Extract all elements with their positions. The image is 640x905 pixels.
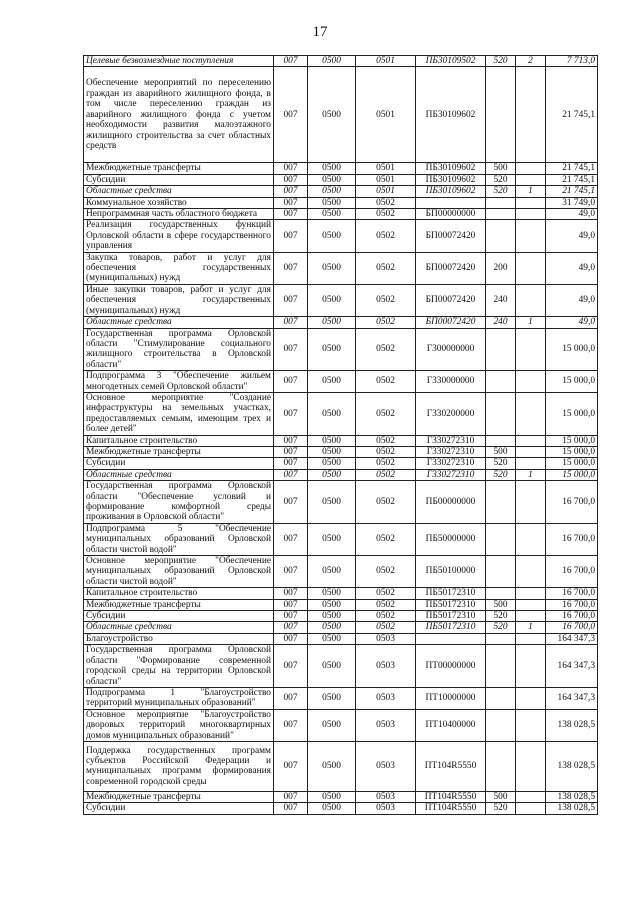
row-pr: 0502 xyxy=(356,252,416,284)
row-k xyxy=(516,791,546,802)
page-number: 17 xyxy=(312,24,328,40)
row-ved: 007 xyxy=(274,523,308,555)
row-sum: 164 347,3 xyxy=(546,645,598,688)
row-name: Субсидии xyxy=(84,174,274,185)
row-ved: 007 xyxy=(274,67,308,163)
row-rz: 0500 xyxy=(308,284,356,316)
row-ved: 007 xyxy=(274,317,308,328)
table-row xyxy=(84,556,598,588)
row-name: Межбюджетные трансферты xyxy=(84,446,274,457)
table-row xyxy=(84,599,598,610)
row-ved: 007 xyxy=(274,328,308,371)
row-k xyxy=(516,687,546,709)
row-pr: 0502 xyxy=(356,371,416,393)
row-name: Межбюджетные трансферты xyxy=(84,163,274,174)
row-pr: 0502 xyxy=(356,611,416,622)
row-rz: 0500 xyxy=(308,523,356,555)
row-sum: 15 000,0 xyxy=(546,328,598,371)
row-rz: 0500 xyxy=(308,252,356,284)
row-pr: 0502 xyxy=(356,599,416,610)
row-name: Капитальное строительство xyxy=(84,435,274,446)
row-csr: Г330272310 xyxy=(416,435,486,446)
row-csr: Г330272310 xyxy=(416,458,486,469)
row-sum: 16 700,0 xyxy=(546,622,598,633)
row-sum: 164 347,3 xyxy=(546,633,598,644)
table-row xyxy=(84,803,598,814)
table-row xyxy=(84,523,598,555)
table-row xyxy=(84,446,598,457)
row-ved: 007 xyxy=(274,163,308,174)
row-k: 1 xyxy=(516,622,546,633)
table-row xyxy=(84,645,598,688)
row-rz: 0500 xyxy=(308,599,356,610)
row-vr: 520 xyxy=(486,622,516,633)
row-pr: 0501 xyxy=(356,174,416,185)
row-vr xyxy=(486,633,516,644)
row-k xyxy=(516,284,546,316)
row-name: Непрограммная часть областного бюджета xyxy=(84,209,274,220)
row-vr: 500 xyxy=(486,599,516,610)
row-ved: 007 xyxy=(274,174,308,185)
row-name: Областные средства xyxy=(84,186,274,197)
row-rz: 0500 xyxy=(308,469,356,480)
row-ved: 007 xyxy=(274,469,308,480)
row-rz: 0500 xyxy=(308,186,356,197)
row-ved: 007 xyxy=(274,588,308,599)
row-vr: 240 xyxy=(486,284,516,316)
row-rz: 0500 xyxy=(308,633,356,644)
table-row xyxy=(84,284,598,316)
row-name: Подпрограмма 5 "Обеспечение муниципальных образований Орловской области чистой водой" xyxy=(84,523,274,555)
row-pr: 0502 xyxy=(356,197,416,208)
row-rz: 0500 xyxy=(308,67,356,163)
row-name: Иные закупки товаров, работ и услуг для обеспечения государственных (муниципальных) нужд xyxy=(84,284,274,316)
row-k xyxy=(516,633,546,644)
row-csr: ПБ30109502 xyxy=(416,56,486,67)
row-rz: 0500 xyxy=(308,803,356,814)
table-row xyxy=(84,611,598,622)
row-rz: 0500 xyxy=(308,645,356,688)
row-pr: 0501 xyxy=(356,56,416,67)
row-k xyxy=(516,523,546,555)
row-vr: 200 xyxy=(486,252,516,284)
row-csr: ПБ30109602 xyxy=(416,163,486,174)
row-ved: 007 xyxy=(274,446,308,457)
row-pr: 0502 xyxy=(356,328,416,371)
table-row xyxy=(84,633,598,644)
row-ved: 007 xyxy=(274,741,308,791)
row-csr: Г330000000 xyxy=(416,371,486,393)
row-sum: 15 000,0 xyxy=(546,371,598,393)
row-pr: 0502 xyxy=(356,220,416,252)
row-pr: 0502 xyxy=(356,588,416,599)
row-pr: 0502 xyxy=(356,523,416,555)
row-vr xyxy=(486,481,516,524)
row-rz: 0500 xyxy=(308,209,356,220)
row-csr xyxy=(416,197,486,208)
row-ved: 007 xyxy=(274,371,308,393)
row-csr: БП00072420 xyxy=(416,284,486,316)
row-ved: 007 xyxy=(274,220,308,252)
row-name: Реализация государственных функций Орловской области в сфере государственного управления xyxy=(84,220,274,252)
row-k xyxy=(516,458,546,469)
row-vr: 500 xyxy=(486,791,516,802)
row-k xyxy=(516,741,546,791)
row-k: 2 xyxy=(516,56,546,67)
row-rz: 0500 xyxy=(308,392,356,435)
row-csr: ПБ30109602 xyxy=(416,174,486,185)
row-name: Основное мероприятие "Создание инфраструктуры на земельных участках, предоставляемых семьям, имеющим трех и более детей" xyxy=(84,392,274,435)
row-pr: 0502 xyxy=(356,458,416,469)
row-pr: 0502 xyxy=(356,209,416,220)
row-pr: 0503 xyxy=(356,645,416,688)
row-pr: 0502 xyxy=(356,446,416,457)
row-k: 1 xyxy=(516,317,546,328)
row-pr: 0502 xyxy=(356,284,416,316)
row-name: Государственная программа Орловской области "Формирование современной городской среды на территории Орловской области" xyxy=(84,645,274,688)
row-vr: 520 xyxy=(486,803,516,814)
row-pr: 0502 xyxy=(356,556,416,588)
row-vr: 520 xyxy=(486,186,516,197)
row-name: Основное мероприятие "Обеспечение муниципальных образований Орловской области чистой водой" xyxy=(84,556,274,588)
row-vr xyxy=(486,523,516,555)
row-name: Субсидии xyxy=(84,458,274,469)
row-rz: 0500 xyxy=(308,435,356,446)
row-name: Поддержка государственных программ субъектов Российской Федерации и муниципальных программ формирования современной городской среды xyxy=(84,741,274,791)
row-csr: ПТ104R5550 xyxy=(416,741,486,791)
row-csr xyxy=(416,633,486,644)
row-k xyxy=(516,67,546,163)
row-k xyxy=(516,599,546,610)
table-row xyxy=(84,622,598,633)
row-sum: 16 700,0 xyxy=(546,556,598,588)
row-sum: 31 749,0 xyxy=(546,197,598,208)
row-vr xyxy=(486,220,516,252)
row-sum: 15 000,0 xyxy=(546,458,598,469)
row-rz: 0500 xyxy=(308,687,356,709)
row-sum: 21 745,1 xyxy=(546,67,598,163)
row-rz: 0500 xyxy=(308,588,356,599)
row-pr: 0502 xyxy=(356,392,416,435)
table-row xyxy=(84,709,598,741)
row-k xyxy=(516,209,546,220)
row-ved: 007 xyxy=(274,556,308,588)
row-rz: 0500 xyxy=(308,481,356,524)
row-name: Благоустройство xyxy=(84,633,274,644)
row-vr xyxy=(486,328,516,371)
row-sum: 16 700,0 xyxy=(546,599,598,610)
row-pr: 0501 xyxy=(356,67,416,163)
row-ved: 007 xyxy=(274,186,308,197)
table-row xyxy=(84,163,598,174)
row-vr: 520 xyxy=(486,174,516,185)
row-csr: ПБ50000000 xyxy=(416,523,486,555)
row-pr: 0502 xyxy=(356,469,416,480)
row-pr: 0501 xyxy=(356,163,416,174)
row-pr: 0502 xyxy=(356,481,416,524)
row-k xyxy=(516,392,546,435)
row-ved: 007 xyxy=(274,197,308,208)
row-vr xyxy=(486,67,516,163)
row-name: Коммунальное хозяйство xyxy=(84,197,274,208)
row-name: Государственная программа Орловской области "Стимулирование социального жилищного строительства в Орловской области" xyxy=(84,328,274,371)
table-row xyxy=(84,791,598,802)
row-k xyxy=(516,481,546,524)
row-name: Обеспечение мероприятий по переселению граждан из аварийного жилищного фонда, в том числе переселению граждан из аварийного жилищного фонда с учетом необходимости развития малоэтажного жилищного строительства за счет областных средств xyxy=(84,67,274,163)
row-sum: 16 700,0 xyxy=(546,588,598,599)
row-rz: 0500 xyxy=(308,791,356,802)
row-k xyxy=(516,803,546,814)
row-name: Межбюджетные трансферты xyxy=(84,791,274,802)
row-csr: Г300000000 xyxy=(416,328,486,371)
row-sum: 138 028,5 xyxy=(546,791,598,802)
row-ved: 007 xyxy=(274,56,308,67)
row-csr: ПТ10000000 xyxy=(416,687,486,709)
row-k xyxy=(516,163,546,174)
row-k xyxy=(516,371,546,393)
table-row xyxy=(84,392,598,435)
row-csr: Г330200000 xyxy=(416,392,486,435)
row-csr: ПБ50172310 xyxy=(416,588,486,599)
row-vr xyxy=(486,209,516,220)
row-k xyxy=(516,645,546,688)
row-k xyxy=(516,709,546,741)
row-csr: БП00000000 xyxy=(416,209,486,220)
row-ved: 007 xyxy=(274,622,308,633)
row-vr: 240 xyxy=(486,317,516,328)
row-rz: 0500 xyxy=(308,446,356,457)
row-rz: 0500 xyxy=(308,220,356,252)
row-csr: Г330272310 xyxy=(416,446,486,457)
row-pr: 0503 xyxy=(356,803,416,814)
row-ved: 007 xyxy=(274,599,308,610)
row-csr: ПТ10400000 xyxy=(416,709,486,741)
row-sum: 16 700,0 xyxy=(546,523,598,555)
row-csr: ПБ30109602 xyxy=(416,186,486,197)
row-name: Капитальное строительство xyxy=(84,588,274,599)
row-ved: 007 xyxy=(274,392,308,435)
row-name: Основное мероприятие "Благоустройство дворовых территорий многоквартирных домов муниципальных образований" xyxy=(84,709,274,741)
row-pr: 0502 xyxy=(356,435,416,446)
row-ved: 007 xyxy=(274,458,308,469)
row-vr: 500 xyxy=(486,446,516,457)
row-name: Государственная программа Орловской области "Обеспечение условий и формирование комфортной среды проживания в Орловской области" xyxy=(84,481,274,524)
table-row xyxy=(84,328,598,371)
table-row xyxy=(84,481,598,524)
row-csr: ПБ50172310 xyxy=(416,611,486,622)
row-ved: 007 xyxy=(274,803,308,814)
table-row xyxy=(84,186,598,197)
row-k xyxy=(516,174,546,185)
row-csr: БП00072420 xyxy=(416,317,486,328)
budget-table xyxy=(83,55,598,815)
row-vr: 500 xyxy=(486,163,516,174)
table-row xyxy=(84,458,598,469)
row-k xyxy=(516,556,546,588)
row-ved: 007 xyxy=(274,284,308,316)
table-row xyxy=(84,588,598,599)
row-pr: 0503 xyxy=(356,741,416,791)
row-sum: 21 745,1 xyxy=(546,174,598,185)
row-csr: ПТ104R5550 xyxy=(416,803,486,814)
row-vr xyxy=(486,645,516,688)
row-name: Областные средства xyxy=(84,469,274,480)
table-row xyxy=(84,469,598,480)
row-vr: 520 xyxy=(486,56,516,67)
row-sum: 7 713,0 xyxy=(546,56,598,67)
row-ved: 007 xyxy=(274,209,308,220)
row-vr xyxy=(486,709,516,741)
row-rz: 0500 xyxy=(308,371,356,393)
row-sum: 15 000,0 xyxy=(546,446,598,457)
row-ved: 007 xyxy=(274,687,308,709)
row-vr: 520 xyxy=(486,458,516,469)
row-k xyxy=(516,435,546,446)
row-rz: 0500 xyxy=(308,709,356,741)
row-sum: 49,0 xyxy=(546,284,598,316)
budget-table-body xyxy=(84,56,598,815)
row-k xyxy=(516,220,546,252)
row-rz: 0500 xyxy=(308,56,356,67)
row-vr: 520 xyxy=(486,611,516,622)
table-row xyxy=(84,174,598,185)
row-ved: 007 xyxy=(274,252,308,284)
row-ved: 007 xyxy=(274,481,308,524)
row-sum: 16 700,0 xyxy=(546,481,598,524)
table-row xyxy=(84,317,598,328)
table-row xyxy=(84,371,598,393)
row-ved: 007 xyxy=(274,611,308,622)
row-sum: 15 000,0 xyxy=(546,392,598,435)
row-rz: 0500 xyxy=(308,328,356,371)
row-rz: 0500 xyxy=(308,317,356,328)
row-vr xyxy=(486,588,516,599)
row-csr: ПТ104R5550 xyxy=(416,791,486,802)
row-sum: 15 000,0 xyxy=(546,469,598,480)
row-pr: 0502 xyxy=(356,317,416,328)
row-vr xyxy=(486,687,516,709)
row-rz: 0500 xyxy=(308,622,356,633)
row-vr xyxy=(486,435,516,446)
row-sum: 164 347,3 xyxy=(546,687,598,709)
row-name: Субсидии xyxy=(84,803,274,814)
row-vr xyxy=(486,371,516,393)
row-ved: 007 xyxy=(274,709,308,741)
row-sum: 49,0 xyxy=(546,220,598,252)
row-csr: ПБ50172310 xyxy=(416,599,486,610)
row-rz: 0500 xyxy=(308,197,356,208)
row-ved: 007 xyxy=(274,645,308,688)
row-csr: БП00072420 xyxy=(416,220,486,252)
row-k xyxy=(516,446,546,457)
row-sum: 138 028,5 xyxy=(546,741,598,791)
table-row xyxy=(84,209,598,220)
row-name: Субсидии xyxy=(84,611,274,622)
row-rz: 0500 xyxy=(308,741,356,791)
row-pr: 0503 xyxy=(356,633,416,644)
row-pr: 0503 xyxy=(356,687,416,709)
row-vr xyxy=(486,392,516,435)
row-sum: 49,0 xyxy=(546,317,598,328)
row-ved: 007 xyxy=(274,435,308,446)
row-ved: 007 xyxy=(274,633,308,644)
row-name: Подпрограмма 1 "Благоустройство территорий муниципальных образований" xyxy=(84,687,274,709)
row-csr: БП00072420 xyxy=(416,252,486,284)
row-sum: 21 745,1 xyxy=(546,163,598,174)
row-sum: 49,0 xyxy=(546,252,598,284)
row-name: Областные средства xyxy=(84,622,274,633)
row-sum: 138 028,5 xyxy=(546,803,598,814)
row-sum: 49,0 xyxy=(546,209,598,220)
table-row xyxy=(84,67,598,163)
row-name: Целевые безвозмездные поступления xyxy=(84,56,274,67)
row-vr xyxy=(486,197,516,208)
row-csr: ПБ00000000 xyxy=(416,481,486,524)
row-rz: 0500 xyxy=(308,458,356,469)
row-k xyxy=(516,197,546,208)
row-vr xyxy=(486,556,516,588)
row-csr: Г330272310 xyxy=(416,469,486,480)
row-csr: ПТ00000000 xyxy=(416,645,486,688)
row-name: Закупка товаров, работ и услуг для обеспечения государственных (муниципальных) нужд xyxy=(84,252,274,284)
table-row xyxy=(84,197,598,208)
table-row xyxy=(84,220,598,252)
row-rz: 0500 xyxy=(308,163,356,174)
row-k xyxy=(516,588,546,599)
row-k: 1 xyxy=(516,186,546,197)
row-pr: 0503 xyxy=(356,709,416,741)
row-pr: 0501 xyxy=(356,186,416,197)
row-pr: 0503 xyxy=(356,791,416,802)
row-rz: 0500 xyxy=(308,174,356,185)
table-row xyxy=(84,56,598,67)
row-k: 1 xyxy=(516,469,546,480)
row-vr xyxy=(486,741,516,791)
table-row xyxy=(84,252,598,284)
row-k xyxy=(516,611,546,622)
row-rz: 0500 xyxy=(308,556,356,588)
table-row xyxy=(84,435,598,446)
row-ved: 007 xyxy=(274,791,308,802)
row-sum: 138 028,5 xyxy=(546,709,598,741)
table-row xyxy=(84,741,598,791)
row-sum: 21 745,1 xyxy=(546,186,598,197)
row-csr: ПБ50172310 xyxy=(416,622,486,633)
row-k xyxy=(516,328,546,371)
row-name: Межбюджетные трансферты xyxy=(84,599,274,610)
row-k xyxy=(516,252,546,284)
row-sum: 16 700,0 xyxy=(546,611,598,622)
row-sum: 15 000,0 xyxy=(546,435,598,446)
row-csr: ПБ30109602 xyxy=(416,67,486,163)
row-name: Областные средства xyxy=(84,317,274,328)
table-row xyxy=(84,687,598,709)
row-pr: 0502 xyxy=(356,622,416,633)
row-name: Подпрограмма 3 "Обеспечение жильем многодетных семей Орловской области" xyxy=(84,371,274,393)
row-csr: ПБ50100000 xyxy=(416,556,486,588)
row-vr: 520 xyxy=(486,469,516,480)
row-rz: 0500 xyxy=(308,611,356,622)
